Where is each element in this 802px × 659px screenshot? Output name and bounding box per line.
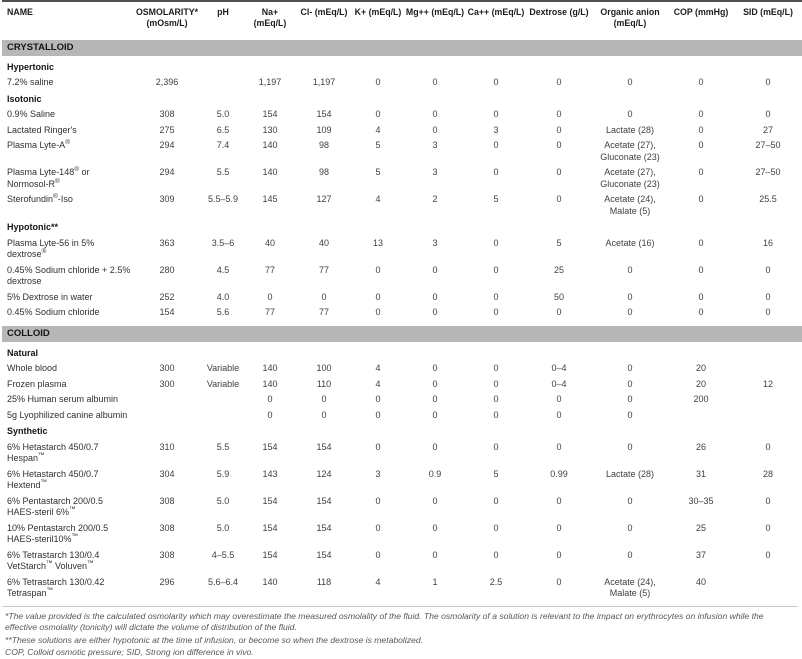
value-cell: 118 — [316, 576, 332, 587]
value-cell: 0 — [556, 124, 562, 135]
value-cell: 0 — [765, 77, 771, 88]
value-cell: 0 — [267, 409, 273, 420]
value-cell: 0 — [432, 378, 438, 389]
value-cell: 0 — [375, 394, 381, 405]
value-cell: 0 — [432, 291, 438, 302]
table-row — [2, 236, 802, 263]
value-cell: 275 — [159, 124, 175, 135]
value-cell: 154 — [262, 495, 278, 506]
fluid-name-cell: 5% Dextrose in water — [7, 291, 93, 302]
value-cell: 0 — [765, 522, 771, 533]
value-cell: 0 — [493, 264, 499, 275]
fluid-name-cell: 0.45% Sodium chloride — [7, 307, 100, 318]
value-cell: 0 — [375, 307, 381, 318]
column-header: Na+ (mEq/L) — [253, 7, 287, 28]
value-cell: 3 — [432, 167, 438, 178]
fluid-name-cell: 6% Tetrastarch 130/0.4 VetStarch™ Voluven™ — [7, 549, 100, 572]
value-cell: 30–35 — [688, 495, 714, 506]
value-cell: 0 — [627, 394, 633, 405]
value-cell: 2 — [432, 194, 438, 205]
value-cell: 0 — [493, 495, 499, 506]
value-cell: 0 — [493, 307, 499, 318]
value-cell: 5.5–5.9 — [207, 194, 239, 205]
value-cell: 0–4 — [551, 363, 567, 374]
value-cell: 3 — [432, 140, 438, 151]
footnote-abbreviations: COP, Colloid osmotic pressure; SID, Strong ion difference in vivo. — [5, 647, 254, 658]
value-cell: 0.99 — [550, 468, 568, 479]
value-cell: 1,197 — [258, 77, 282, 88]
value-cell: 27–50 — [755, 140, 781, 151]
value-cell: 13 — [372, 237, 383, 248]
value-cell: 154 — [316, 522, 332, 533]
header-row — [2, 1, 802, 37]
subheader-row — [2, 57, 802, 75]
value-cell: 2,396 — [155, 77, 179, 88]
value-cell: 1,197 — [312, 77, 336, 88]
value-cell: 308 — [159, 522, 175, 533]
value-cell: 0 — [627, 307, 633, 318]
value-cell: 5.6–6.4 — [207, 576, 239, 587]
value-cell: 40 — [264, 237, 275, 248]
value-cell: 0 — [698, 194, 704, 205]
value-cell: 0 — [493, 363, 499, 374]
value-cell: 0 — [432, 522, 438, 533]
section-label: CRYSTALLOID — [2, 37, 802, 57]
value-cell: 0 — [493, 378, 499, 389]
column-header: SID (mEq/L) — [743, 7, 793, 17]
value-cell: 0 — [765, 441, 771, 452]
section-row — [2, 323, 802, 343]
value-cell — [132, 392, 202, 408]
value-cell: 0 — [493, 77, 499, 88]
value-cell: 100 — [316, 363, 332, 374]
fluid-name-cell: Lactated Ringer's — [7, 124, 77, 135]
table-row — [2, 107, 802, 123]
value-cell: 0 — [321, 291, 327, 302]
value-cell: 5.0 — [216, 522, 230, 533]
value-cell: 40 — [318, 237, 329, 248]
value-cell: 0 — [493, 441, 499, 452]
value-cell: 154 — [316, 495, 332, 506]
table-row — [2, 467, 802, 494]
value-cell: 0 — [375, 495, 381, 506]
value-cell: 0 — [493, 409, 499, 420]
table-row — [2, 290, 802, 306]
value-cell: 5 — [493, 194, 499, 205]
fluid-name-cell: Frozen plasma — [7, 378, 67, 389]
value-cell: 25 — [695, 522, 706, 533]
value-cell: 0 — [627, 363, 633, 374]
value-cell: Acetate (27), Gluconate (23) — [600, 167, 660, 189]
value-cell — [734, 575, 802, 602]
value-cell: 308 — [159, 495, 175, 506]
value-cell: 154 — [262, 109, 278, 120]
value-cell: Variable — [206, 378, 240, 389]
fluids-table — [2, 0, 802, 602]
value-cell: 154 — [316, 549, 332, 560]
value-cell: 4.0 — [216, 291, 230, 302]
value-cell: 0 — [556, 307, 562, 318]
value-cell: 0 — [267, 291, 273, 302]
value-cell: 98 — [318, 167, 329, 178]
value-cell: Acetate (24), Malate (5) — [604, 194, 656, 216]
value-cell: 28 — [762, 468, 773, 479]
value-cell: 3.5–6 — [211, 237, 235, 248]
value-cell: 0 — [765, 264, 771, 275]
value-cell: 0 — [698, 264, 704, 275]
value-cell — [668, 408, 734, 424]
fluid-name-cell: Plasma Lyte-A® — [7, 139, 70, 151]
value-cell: 77 — [318, 264, 329, 275]
value-cell: 0 — [627, 109, 633, 120]
value-cell: 0 — [765, 549, 771, 560]
section-row — [2, 37, 802, 57]
value-cell: 0 — [765, 109, 771, 120]
value-cell: 145 — [262, 194, 278, 205]
value-cell — [202, 392, 244, 408]
value-cell: 0 — [627, 409, 633, 420]
fluid-name-cell: 6% Pentastarch 200/0.5 HAES-steril 6%™ — [7, 495, 104, 518]
value-cell: 37 — [695, 549, 706, 560]
value-cell: 4 — [375, 124, 381, 135]
value-cell: Lactate (28) — [605, 124, 655, 135]
value-cell: 0 — [493, 522, 499, 533]
column-header: COP (mmHg) — [673, 7, 729, 17]
value-cell — [734, 408, 802, 424]
table-row — [2, 440, 802, 467]
column-header: Cl- (mEq/L) — [300, 7, 348, 17]
value-cell: 5.0 — [216, 109, 230, 120]
value-cell: 0 — [556, 549, 562, 560]
value-cell: 3 — [375, 468, 381, 479]
column-header: K+ (mEq/L) — [354, 7, 402, 17]
value-cell: 0 — [493, 291, 499, 302]
value-cell: 308 — [159, 549, 175, 560]
subheader-row — [2, 91, 802, 108]
value-cell: 0 — [493, 109, 499, 120]
column-header: OSMOLARITY* (mOsm/L) — [135, 7, 199, 28]
value-cell — [132, 408, 202, 424]
value-cell: 0 — [627, 77, 633, 88]
subheader-label: Natural — [7, 347, 39, 358]
table-row — [2, 305, 802, 323]
value-cell: 0 — [627, 291, 633, 302]
table-row — [2, 494, 802, 521]
table-row — [2, 192, 802, 219]
value-cell: 140 — [262, 140, 278, 151]
value-cell: 0 — [432, 394, 438, 405]
value-cell: 26 — [695, 441, 706, 452]
value-cell: 4–5.5 — [211, 549, 235, 560]
value-cell: 0 — [432, 409, 438, 420]
subheader-label: Isotonic — [7, 93, 42, 104]
value-cell: 154 — [262, 549, 278, 560]
value-cell: 5.9 — [216, 468, 230, 479]
fluid-name-cell: 6% Hetastarch 450/0.7 Hespan™ — [7, 441, 99, 464]
value-cell: 77 — [318, 307, 329, 318]
value-cell: 4 — [375, 194, 381, 205]
value-cell: 5 — [556, 237, 562, 248]
fluid-name-cell: 5g Lyophilized canine albumin — [7, 409, 128, 420]
value-cell: 363 — [159, 237, 175, 248]
value-cell: 4.5 — [216, 264, 230, 275]
value-cell: 0 — [698, 140, 704, 151]
value-cell: 280 — [159, 264, 175, 275]
table-row — [2, 361, 802, 377]
value-cell: 5 — [375, 140, 381, 151]
value-cell: 0 — [432, 124, 438, 135]
value-cell: 16 — [762, 237, 773, 248]
value-cell: 0 — [556, 109, 562, 120]
value-cell: 252 — [159, 291, 175, 302]
value-cell: 0 — [493, 237, 499, 248]
fluid-name-cell: 6% Tetrastarch 130/0.42 Tetraspan™ — [7, 576, 105, 599]
value-cell: 0–4 — [551, 378, 567, 389]
value-cell: 0 — [375, 522, 381, 533]
value-cell: 0 — [698, 237, 704, 248]
value-cell: 0 — [556, 77, 562, 88]
fluid-name-cell: Plasma Lyte-148® or Normosol-R® — [7, 166, 90, 189]
subheader-row — [2, 343, 802, 361]
value-cell: 77 — [264, 264, 275, 275]
value-cell: 77 — [264, 307, 275, 318]
value-cell: 0 — [375, 409, 381, 420]
value-cell: 0 — [556, 576, 562, 587]
value-cell: 294 — [159, 167, 175, 178]
value-cell: 109 — [316, 124, 332, 135]
value-cell — [734, 361, 802, 377]
value-cell: 3 — [493, 124, 499, 135]
value-cell: 31 — [695, 468, 706, 479]
value-cell: 0 — [698, 291, 704, 302]
subheader-row — [2, 423, 802, 440]
value-cell: 154 — [316, 109, 332, 120]
value-cell: 296 — [159, 576, 175, 587]
value-cell: 143 — [262, 468, 278, 479]
value-cell: 140 — [262, 167, 278, 178]
value-cell: 0 — [556, 522, 562, 533]
value-cell: 0 — [321, 409, 327, 420]
value-cell: 0 — [627, 522, 633, 533]
footnote-hypotonic: **These solutions are either hypotonic at the time of infusion, or become so when the dextrose is metabolized. — [5, 634, 423, 645]
value-cell: 0 — [493, 140, 499, 151]
table-row — [2, 377, 802, 393]
value-cell: 0 — [765, 291, 771, 302]
value-cell: 0 — [556, 495, 562, 506]
value-cell: 309 — [159, 194, 175, 205]
column-header: Organic anion (mEq/L) — [600, 7, 660, 28]
value-cell: 0 — [432, 549, 438, 560]
value-cell: 294 — [159, 140, 175, 151]
section-label: COLLOID — [2, 323, 802, 343]
value-cell: 0 — [432, 495, 438, 506]
table-row — [2, 165, 802, 192]
column-header: pH — [217, 7, 229, 17]
table-row — [2, 392, 802, 408]
value-cell: 1 — [432, 576, 438, 587]
value-cell: 0 — [432, 109, 438, 120]
value-cell: 0 — [432, 77, 438, 88]
value-cell: 0 — [375, 549, 381, 560]
value-cell: 0 — [556, 194, 562, 205]
value-cell: 0 — [493, 394, 499, 405]
table-row — [2, 263, 802, 290]
value-cell: 0 — [375, 77, 381, 88]
value-cell: 110 — [316, 378, 332, 389]
value-cell: 0 — [556, 441, 562, 452]
value-cell: 27–50 — [755, 167, 781, 178]
value-cell: Acetate (27), Gluconate (23) — [600, 140, 660, 162]
value-cell: 20 — [695, 378, 706, 389]
value-cell: 310 — [159, 441, 175, 452]
value-cell: Lactate (28) — [605, 468, 655, 479]
value-cell: 0 — [375, 291, 381, 302]
value-cell: 200 — [693, 394, 709, 405]
footnote-osmolarity: *The value provided is the calculated osmolarity which may overestimate the measured osmolality of the fluid. The osmolarity of a solution is relevant to the impact on erythrocytes on infusion while the effective osmolality (tonicity) will dictate the volume of distribution of the fluid. — [5, 610, 764, 633]
value-cell: 304 — [159, 468, 175, 479]
value-cell: 50 — [553, 291, 564, 302]
value-cell: 308 — [159, 109, 175, 120]
value-cell: 98 — [318, 140, 329, 151]
table-row — [2, 575, 802, 602]
value-cell: 0 — [493, 167, 499, 178]
subheader-label: Hypotonic** — [7, 222, 59, 233]
value-cell: Acetate (16) — [605, 237, 655, 248]
value-cell — [202, 75, 244, 91]
value-cell: 25 — [553, 264, 564, 275]
table-row — [2, 521, 802, 548]
table-row — [2, 123, 802, 139]
value-cell: 5.0 — [216, 495, 230, 506]
value-cell: 7.4 — [216, 140, 230, 151]
value-cell: 0 — [493, 549, 499, 560]
subheader-row — [2, 219, 802, 236]
value-cell: 0 — [698, 167, 704, 178]
fluid-name-cell: Sterofundin®-Iso — [7, 193, 73, 205]
value-cell: 25.5 — [759, 194, 777, 205]
fluid-name-cell: 6% Hetastarch 450/0.7 Hextend™ — [7, 468, 99, 491]
value-cell: 20 — [695, 363, 706, 374]
table-row — [2, 138, 802, 165]
value-cell: 5 — [375, 167, 381, 178]
column-header: Dextrose (g/L) — [529, 7, 589, 17]
value-cell: 0 — [698, 124, 704, 135]
fluid-name-cell: 0.45% Sodium chloride + 2.5% dextrose — [7, 264, 131, 287]
value-cell: 3 — [432, 237, 438, 248]
value-cell: 124 — [316, 468, 332, 479]
value-cell: 0 — [627, 264, 633, 275]
column-header: NAME — [7, 7, 33, 17]
value-cell: 12 — [762, 378, 773, 389]
value-cell: 300 — [159, 363, 175, 374]
value-cell: 0 — [627, 378, 633, 389]
value-cell: 5 — [493, 468, 499, 479]
subheader-label: Synthetic — [7, 426, 48, 437]
value-cell: 154 — [316, 441, 332, 452]
value-cell: 0 — [556, 140, 562, 151]
fluid-name-cell: Whole blood — [7, 363, 58, 374]
value-cell: 0 — [698, 307, 704, 318]
value-cell: 0 — [765, 495, 771, 506]
table-row — [2, 408, 802, 424]
fluid-name-cell: 25% Human serum albumin — [7, 394, 119, 405]
value-cell: 154 — [262, 441, 278, 452]
value-cell: 0 — [432, 363, 438, 374]
value-cell: 0 — [765, 307, 771, 318]
value-cell: 0 — [698, 109, 704, 120]
value-cell: 140 — [262, 363, 278, 374]
value-cell: 0.9 — [428, 468, 442, 479]
value-cell: 0 — [627, 495, 633, 506]
value-cell: 6.5 — [216, 124, 230, 135]
value-cell: 127 — [316, 194, 332, 205]
table-row — [2, 75, 802, 91]
value-cell: 154 — [159, 307, 175, 318]
column-header: Ca++ (mEq/L) — [467, 7, 525, 17]
table-body — [2, 37, 802, 602]
value-cell: 0 — [627, 441, 633, 452]
value-cell: 0 — [432, 441, 438, 452]
table-header — [2, 1, 802, 37]
value-cell — [202, 408, 244, 424]
value-cell: 0 — [432, 307, 438, 318]
value-cell: 0 — [556, 394, 562, 405]
value-cell: 4 — [375, 378, 381, 389]
value-cell: 0 — [375, 264, 381, 275]
fluid-name-cell: 10% Pentastarch 200/0.5 HAES-steril10%™ — [7, 522, 109, 545]
value-cell: 2.5 — [489, 576, 503, 587]
table-row — [2, 548, 802, 575]
value-cell: 154 — [262, 522, 278, 533]
value-cell: 0 — [556, 167, 562, 178]
value-cell: 0 — [267, 394, 273, 405]
value-cell: Acetate (24), Malate (5) — [604, 576, 656, 599]
value-cell: 0 — [627, 549, 633, 560]
value-cell: 40 — [695, 576, 706, 587]
value-cell: 5.5 — [216, 167, 230, 178]
value-cell: 27 — [762, 124, 773, 135]
value-cell: 4 — [375, 576, 381, 587]
value-cell: 300 — [159, 378, 175, 389]
fluid-name-cell: Plasma Lyte-56 in 5% dextrose® — [7, 237, 95, 260]
value-cell: 5.5 — [216, 441, 230, 452]
value-cell — [734, 392, 802, 408]
fluid-name-cell: 0.9% Saline — [7, 109, 56, 120]
value-cell: 0 — [321, 394, 327, 405]
value-cell: 0 — [375, 109, 381, 120]
value-cell: Variable — [206, 363, 240, 374]
value-cell: 0 — [556, 409, 562, 420]
subheader-label: Hypertonic — [7, 61, 55, 72]
footnotes — [2, 606, 798, 659]
value-cell: 140 — [262, 378, 278, 389]
value-cell: 0 — [698, 77, 704, 88]
value-cell: 4 — [375, 363, 381, 374]
value-cell: 0 — [432, 264, 438, 275]
value-cell: 140 — [262, 576, 278, 587]
value-cell: 130 — [262, 124, 278, 135]
value-cell: 5.6 — [216, 307, 230, 318]
value-cell: 0 — [375, 441, 381, 452]
column-header: Mg++ (mEq/L) — [405, 7, 465, 17]
fluid-name-cell: 7.2% saline — [7, 77, 54, 88]
